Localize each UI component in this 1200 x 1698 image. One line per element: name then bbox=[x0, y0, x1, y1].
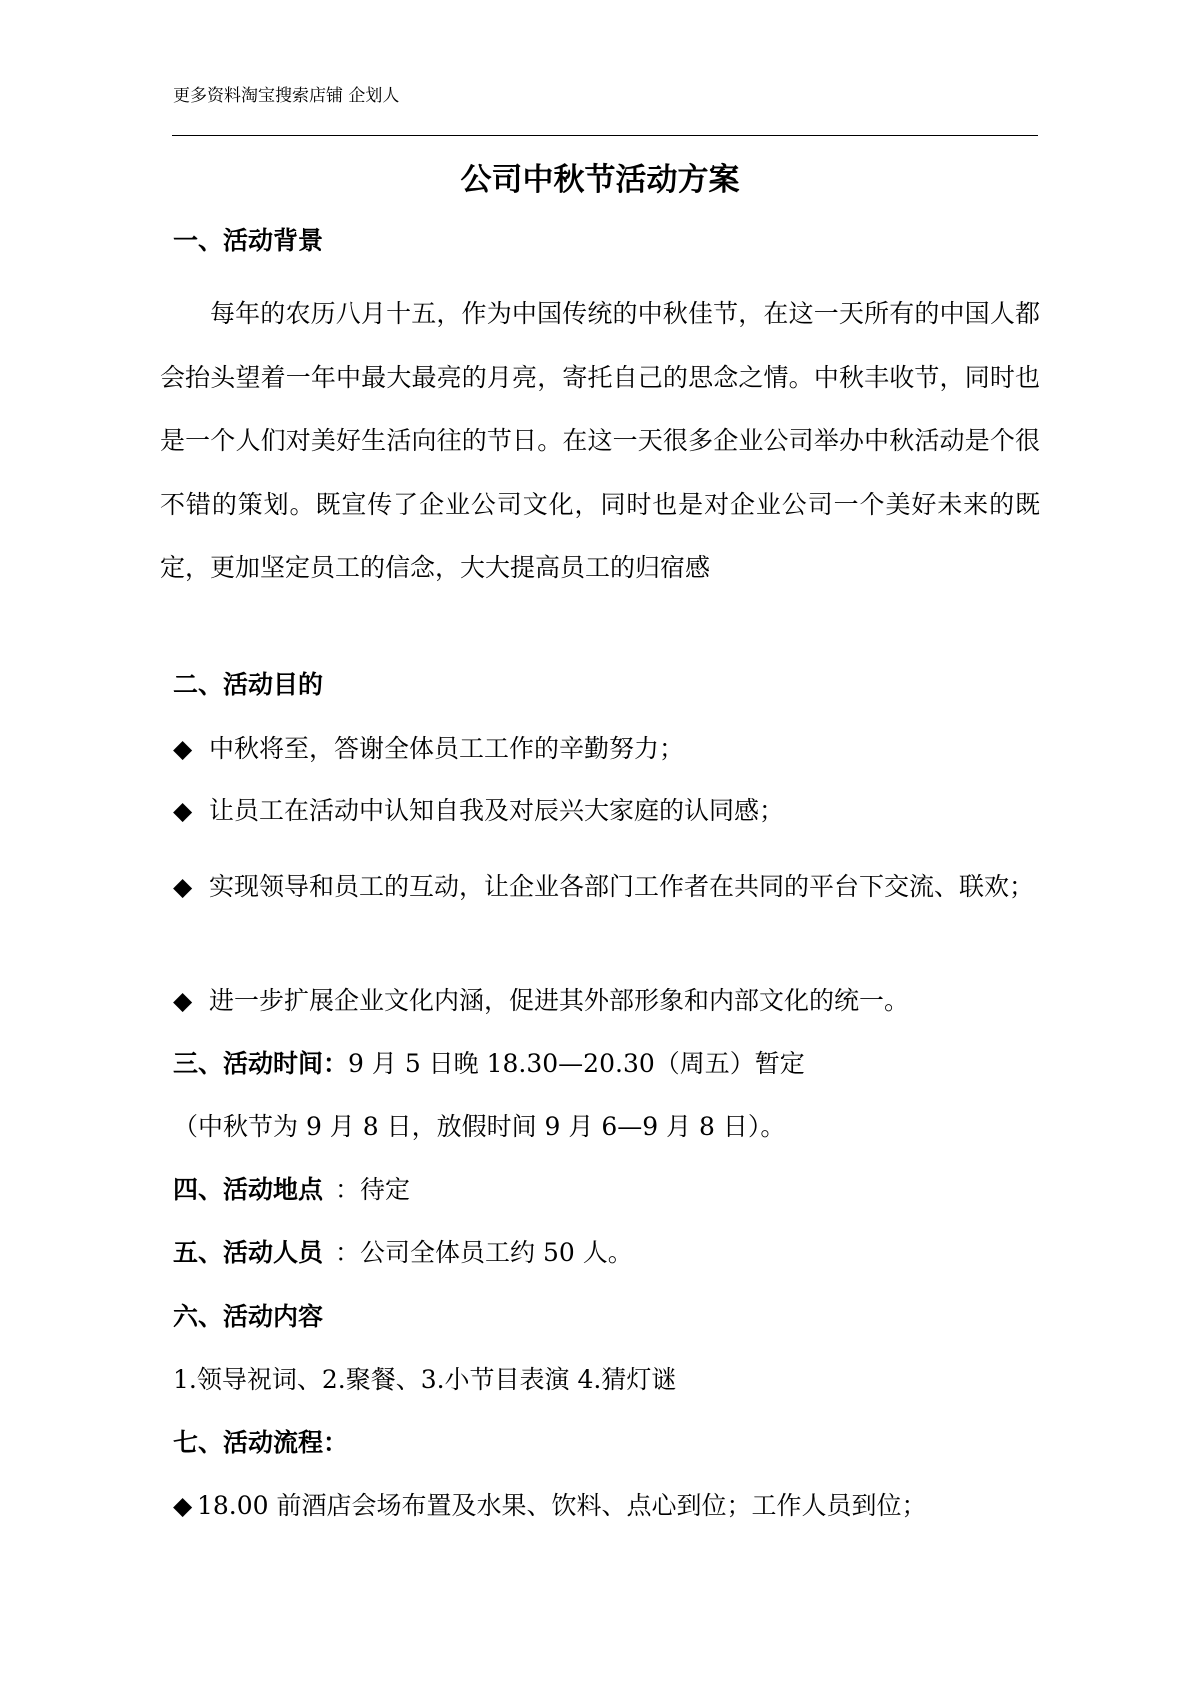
section-heading-background: 一、活动背景 bbox=[173, 226, 324, 255]
time-note: （中秋节为 9 月 8 日，放假时间 9 月 6—9 月 8 日）。 bbox=[173, 1112, 786, 1141]
content-value: 1.领导祝词、2.聚餐、3.小节目表演 4.猜灯谜 bbox=[173, 1365, 677, 1394]
time-value: 9 月 5 日晚 18.30—20.30（周五）暂定 bbox=[348, 1049, 805, 1078]
bullet-diamond-icon: ◆ bbox=[173, 734, 193, 763]
purpose-item bbox=[173, 983, 909, 1019]
header-divider bbox=[172, 135, 1038, 136]
purpose-item-text: 进一步扩展企业文化内涵，促进其外部形象和内部文化的统一。 bbox=[209, 986, 910, 1015]
bullet-diamond-icon: ◆ bbox=[173, 1491, 193, 1520]
bullet-diamond-icon: ◆ bbox=[173, 796, 193, 825]
background-paragraph: 每年的农历八月十五，作为中国传统的中秋佳节，在这一天所有的中国人都会抬头望着一年中最大最亮的月亮，寄托自己的思念之情。中秋丰收节，同时也是一个人们对美好生活向往的节日。在这一天很多企业公司举办中秋活动是个很不错的策划。既宣传了企业公司文化，同时也是对企业公司一个美好未来的既定，更加坚定员工的信念，大大提高员工的归宿感 bbox=[160, 299, 1040, 583]
process-item bbox=[173, 1488, 927, 1524]
purpose-item-text: 实现领导和员工的互动，让企业各部门工作者在共同的平台下交流、联欢； bbox=[209, 872, 1035, 901]
section-heading-content: 六、活动内容 bbox=[173, 1302, 324, 1331]
purpose-item bbox=[173, 793, 784, 829]
purpose-item bbox=[173, 731, 684, 767]
participants-section bbox=[173, 1235, 633, 1271]
bullet-diamond-icon: ◆ bbox=[173, 872, 193, 901]
section-heading-location: 四、活动地点 bbox=[173, 1175, 324, 1204]
purpose-item-text: 让员工在活动中认知自我及对辰兴大家庭的认同感； bbox=[209, 796, 785, 825]
section-heading-process: 七、活动流程： bbox=[173, 1428, 349, 1457]
process-item-text: 18.00 前酒店会场布置及水果、饮料、点心到位；工作人员到位； bbox=[197, 1491, 927, 1520]
section-heading-time: 三、活动时间： bbox=[173, 1049, 349, 1078]
purpose-item bbox=[173, 855, 1043, 918]
time-section bbox=[173, 1046, 805, 1082]
location-section bbox=[173, 1172, 410, 1208]
participants-value: ：公司全体员工约 50 人。 bbox=[335, 1238, 633, 1267]
bullet-diamond-icon: ◆ bbox=[173, 986, 193, 1015]
purpose-item-text: 中秋将至，答谢全体员工工作的辛勤努力； bbox=[209, 734, 685, 763]
document-title: 公司中秋节活动方案 bbox=[460, 162, 740, 198]
header-note: 更多资料淘宝搜索店铺 企划人 bbox=[173, 86, 400, 106]
section-heading-purpose: 二、活动目的 bbox=[173, 670, 324, 699]
section-heading-participants: 五、活动人员 bbox=[173, 1238, 324, 1267]
location-value: ：待定 bbox=[335, 1175, 411, 1204]
